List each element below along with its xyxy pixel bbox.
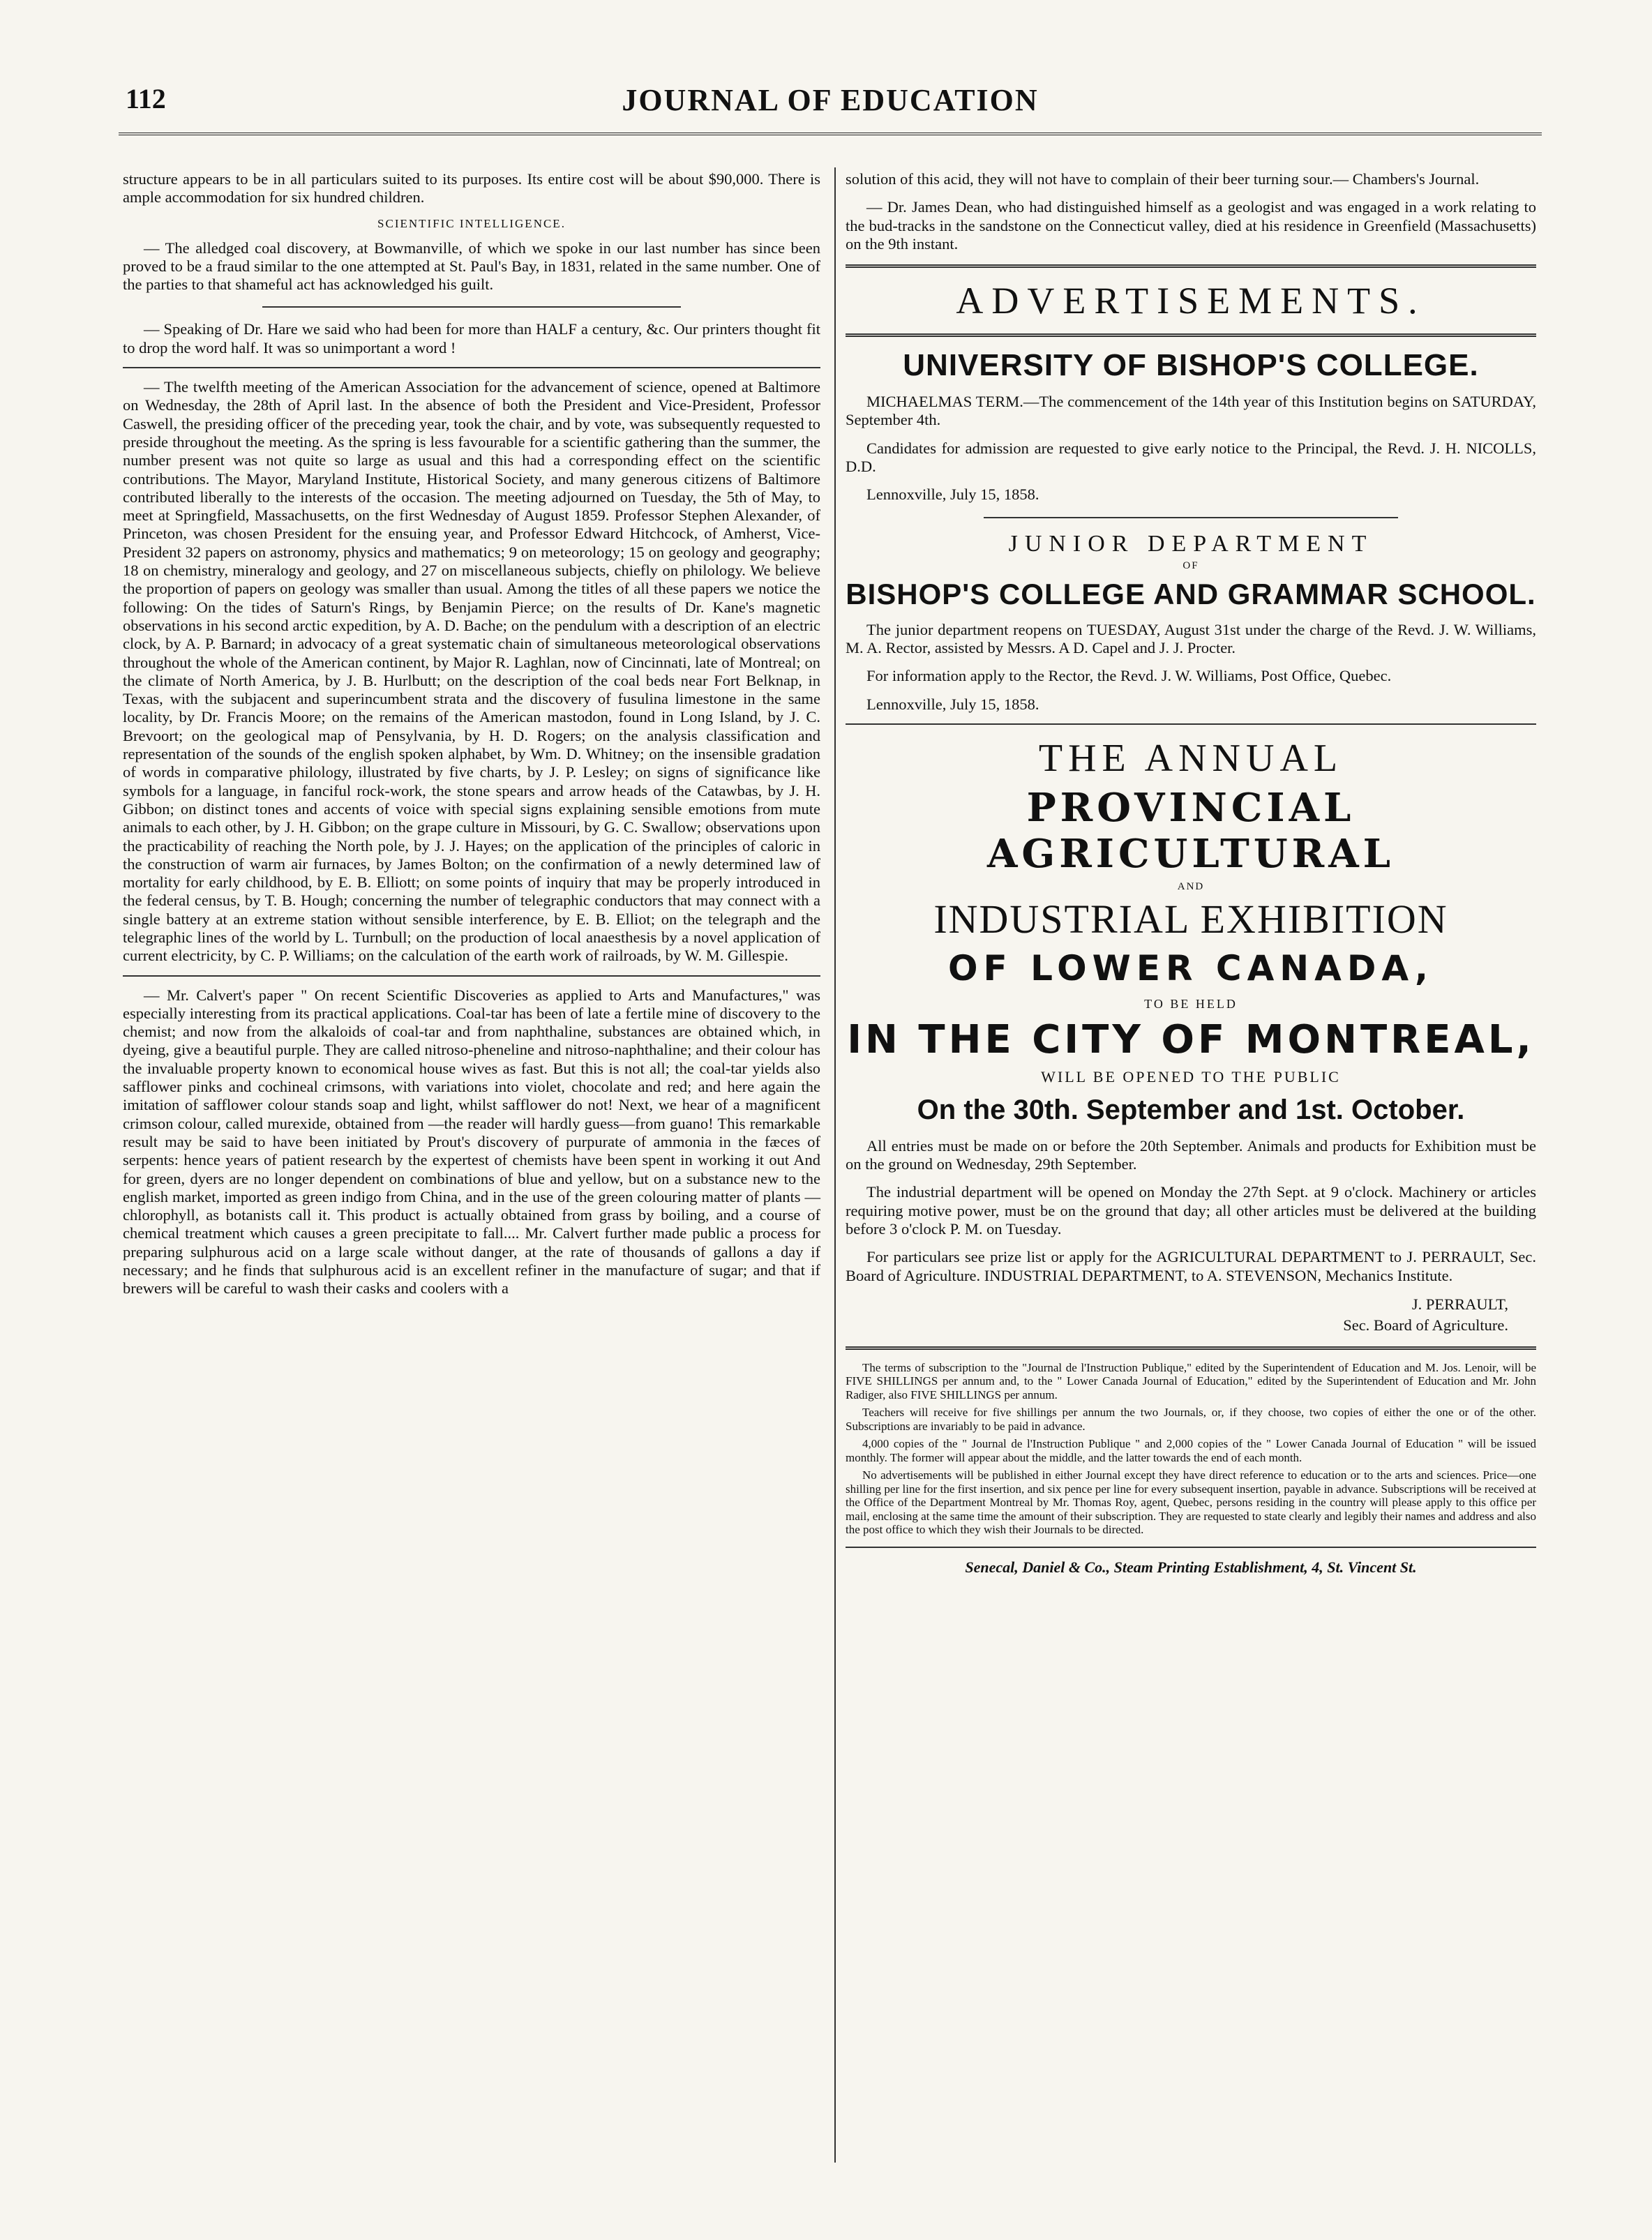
dean-paragraph: — Dr. James Dean, who had distinguished himself as a geologist and was engaged in a work relating to the bud-tracks in the sandstone on the Connecticut valley, died at his residence in Greenfield (Massachusetts) on the 9th instant. <box>846 198 1536 253</box>
solution-paragraph: solution of this acid, they will not have to complain of their beer turning sour.— Chambers's Journal. <box>846 170 1480 188</box>
header-rule <box>119 133 1542 135</box>
junior-department-heading: JUNIOR DEPARTMENT <box>1008 530 1374 557</box>
divider <box>846 1547 1536 1548</box>
running-title: JOURNAL OF EDUCATION <box>622 83 1039 117</box>
coal-paragraph: — The alledged coal discovery, at Bowmanville, of which we spoke in our last number has since been proved to be a fraud similar to the one attempted at St. Paul's Bay, in 1831, related in the same number. One of the parties to that shameful act has acknowledged his guilt. <box>123 239 820 294</box>
grammar-school-heading: BISHOP'S COLLEGE AND GRAMMAR SCHOOL. <box>846 577 1536 610</box>
university-term-text: MICHAELMAS TERM.—The commencement of the 14th year of this Institution begins on SATURDAY, September 4th. <box>846 393 1536 429</box>
and-label: AND <box>1177 880 1205 892</box>
divider <box>123 975 820 977</box>
advertising-terms: No advertisements will be published in either Journal except they have direct reference to education or to the arts and sciences. Price—one shilling per line for the first insertion, and six pence per line for every subsequent insertion, payable in advance. Subscriptions will be received at the Office of the Department Montreal by Mr. Thomas Roy, agent, Quebec, persons residing in the country will please apply to this office per mail, enclosing at the same time the amount of their subscription. They are requested to state clearly and legibly their names and address and also the post office to which they wish their Journals to be directed. <box>846 1468 1536 1537</box>
junior-reopen-text: The junior department reopens on TUESDAY, August 31st under the charge of the Revd. J. W. Williams, M. A. Rector, assisted by Messrs. A D. Capel and J. J. Procter. <box>846 620 1536 656</box>
junior-info-text: For information apply to the Rector, the Revd. J. W. Williams, Post Office, Quebec. <box>866 667 1392 685</box>
copies-notice: 4,000 copies of the " Journal de l'Instruction Publique " and 2,000 copies of the " Lower Canada Journal of Education " will be issued monthly. The former will appear about the middle, and the latter towards the end of each month. <box>846 1437 1536 1464</box>
left-column <box>123 170 820 1308</box>
university-candidates-text: Candidates for admission are requested to give early notice to the Principal, the Revd. J. H. NICOLLS, D.D. <box>846 439 1536 476</box>
junior-date: Lennoxville, July 15, 1858. <box>866 695 1039 713</box>
industrial-heading: INDUSTRIAL EXHIBITION <box>933 896 1448 942</box>
column-divider <box>834 167 836 2163</box>
divider <box>846 264 1536 268</box>
signature-title: Sec. Board of Agriculture. <box>1343 1316 1508 1334</box>
advertisements-title: ADVERTISEMENTS. <box>956 280 1426 322</box>
junior-of: OF <box>1182 559 1199 571</box>
subscription-terms: The terms of subscription to the "Journal de l'Instruction Publique," edited by the Superintendent of Education and M. Jos. Lenoir, will be FIVE SHILLINGS per annum and, to the " Lower Canada Journal of Education," edited by the Superintendent of Education and Mr. John Radiger, also FIVE SHILLINGS per annum. <box>846 1360 1536 1401</box>
divider <box>984 517 1398 518</box>
teachers-terms: Teachers will receive for five shillings per annum the two Journals, or, if they choose, two copies of either the one or of the other. Subscriptions are invariably to be paid in advance. <box>846 1406 1536 1433</box>
to-be-held-label: TO BE HELD <box>1144 996 1238 1011</box>
intro-paragraph: structure appears to be in all particulars suited to its purposes. Its entire cost will be about $90,000. There is ample accommodation for six hundred children. <box>123 170 820 206</box>
page-header <box>119 82 1542 124</box>
signature-name: J. PERRAULT, <box>1411 1295 1508 1313</box>
hare-paragraph: — Speaking of Dr. Hare we said who had been for more than HALF a century, &c. Our printers thought fit to drop the word half. It was so unimportant a word ! <box>123 320 820 356</box>
lower-canada-heading: OF LOWER CANADA, <box>948 947 1434 989</box>
university-date: Lennoxville, July 15, 1858. <box>866 486 1039 504</box>
divider <box>123 367 820 368</box>
divider <box>262 306 681 308</box>
page-number: 112 <box>126 83 166 114</box>
divider <box>846 333 1536 337</box>
divider <box>846 723 1536 725</box>
university-heading: UNIVERSITY OF BISHOP'S COLLEGE. <box>903 348 1479 383</box>
exhibition-industrial-text: The industrial department will be opened on Monday the 27th Sept. at 9 o'clock. Machinery or articles requiring motive power, must be on the ground that day; all other articles must be delivered at the building before 3 o'clock P. M. on Tuesday. <box>846 1183 1536 1238</box>
provincial-heading: PROVINCIAL AGRICULTURAL <box>986 784 1395 877</box>
opened-label: WILL BE OPENED TO THE PUBLIC <box>1041 1067 1341 1085</box>
divider <box>846 1346 1536 1350</box>
montreal-heading: IN THE CITY OF MONTREAL, <box>847 1016 1535 1062</box>
section-heading: SCIENTIFIC INTELLIGENCE. <box>377 216 566 230</box>
exhibition-entries-text: All entries must be made on or before the 20th September. Animals and products for Exhibition must be on the ground on Wednesday, 29th September. <box>846 1136 1536 1173</box>
right-column <box>846 170 1536 1577</box>
exhibition-dates: On the 30th. September and 1st. October. <box>917 1094 1465 1125</box>
calvert-paragraph: — Mr. Calvert's paper " On recent Scientific Discoveries as applied to Arts and Manufactures," was especially interesting from its practical applications. Coal-tar has been of late a fertile mine of discovery to the chemist; and now from the alkaloids of coal-tar and from naphthaline, substances are obtained which, in dyeing, give a beautiful purple. They are called nitroso-pheneline and nitroso-naphthaline; and their colour has the invaluable property known to economical house wives as fast. But this is not all; the coal-tar yields also safflower pinks and cochineal crimsons, with variations into violet, chocolate and red; and here again the imitation of safflower colour stands soap and light, whilst safflower do not! Next, we hear of a magnificent crimson colour, called murexide, obtained from —the reader will hardly guess—from guano! This remarkable result may be said to have been initiated by Prout's discovery of purpurate of ammonia in the fæces of serpents: hence years of patient research by the expertest of chemists have been spent in working it out And for green, dyers are no longer dependent on combinations of blue and yellow, but on a substance new to the english market, imported as green indigo from China, and in the use of the green colouring matter of plants — chlorophyll, as botanists call it. This product is actually obtained from grass by boiling, and a course of chemical treatment which causes a green precipitate to fall.... Mr. Calvert further made public a process for preparing sulphurous acid on a large scale without danger, at the rate of thousands of gallons a day if necessary; and he finds that sulphurous acid is an excellent refiner in the manufacture of sugar; and that if brewers will be careful to wash their casks and coolers with a <box>123 986 820 1298</box>
annual-heading: THE ANNUAL <box>1038 736 1344 780</box>
association-paragraph: — The twelfth meeting of the American Association for the advancement of science, opened at Baltimore on Wednesday, the 28th of April last. In the absence of both the President and Vice-President, Professor Caswell, the presiding officer of the preceding year, took the chair, and by vote, was subsequently requested to preside throughout the meeting. As the spring is less favourable for a scientific gathering than the summer, the number present was not quite so large as usual and this had a corresponding effect on the scientific contributions. The Mayor, Maryland Institute, Historical Society, and many generous citizens of Baltimore contributed liberally to the interests of the occasion. The meeting adjourned on Tuesday, the 5th of May, to meet at Springfield, Massachusetts, on the first Wednesday of August 1859. Professor Stephen Alexander, of Princeton, was chosen President for the ensuing year, and Professor Edward Hitchcock, of Amherst, Vice-President 32 papers on astronomy, physics and mathematics; 9 on meteorology; 15 on geology and geography; 18 on chemistry, mineralogy and geology, and 27 on miscellaneous subjects, chiefly on philology. We believe the proportion of papers on geology was smaller than usual. Among the titles of all these papers we notice the following: On the tides of Saturn's Rings, by Benjamin Pierce; on the results of Dr. Kane's magnetic observations in his second arctic expedition, by A. D. Bache; on the pendulum with a description of an electric clock, by A. P. Barnard; in advocacy of a great systematic chain of simultaneous meteorological observations throughout the whole of the American continent, by Major R. Laghlan, now of Cincinnati, late of Montreal; on the climate of North America, by J. B. Hurlbutt; on the description of the coal beds near Fort Belknap, in Texas, with the subjacent and superincumbent strata and the discovery of fusulina limestone in the same locality, by Dr. Francis Moore; on the remains of the American mastodon, found in Long Island, by J. C. Brevoort; on the geological map of Pensylvania, by H. D. Rogers; on the analysis classification and representation of the sounds of the english spoken alphabet, by Wm. D. Whitney; on the insensible gradation of words in comparative philology, illustrated by five charts, by J. P. Lesley; on signs of significance like symbols for a language, in fanciful rock-work, the stone spears and arrow heads of the Catawbas, by J. H. Gibbon; on distinct tones and accents of voice with special signs explaining sensible emotions from mute animals to each other, by J. H. Gibbon; on the grape culture in Missouri, by G. C. Swallow; observations upon the practicability of reaching the North pole, by J. J. Hayes; on the application of the principles of caloric in the construction of warm air furnaces, by James Bolton; on the confirmation of a newly determined law of mortality for early childhood, by E. B. Elliott; on some points of inquiry that may be properly introduced in the federal census, by T. B. Hough; concerning the number of telegraphic conductors that may connect with a single battery at an extreme station without sensible interference, by E. B. Elliot; on the telegraph and the telegraphic lines of the world by L. Turnbull; on the production of local anaesthesis by a novel application of current electricity, by C. P. Williams; on the calculation of the earth work of railroads, by W. M. Gillespie. <box>123 378 820 965</box>
exhibition-contact-text: For particulars see prize list or apply for the AGRICULTURAL DEPARTMENT to J. PERRAULT, Sec. Board of Agriculture. INDUSTRIAL DEPARTMENT, to A. STEVENSON, Mechanics Institute. <box>846 1248 1536 1284</box>
printer-imprint: Senecal, Daniel & Co., Steam Printing Establishment, 4, St. Vincent St. <box>965 1558 1417 1576</box>
